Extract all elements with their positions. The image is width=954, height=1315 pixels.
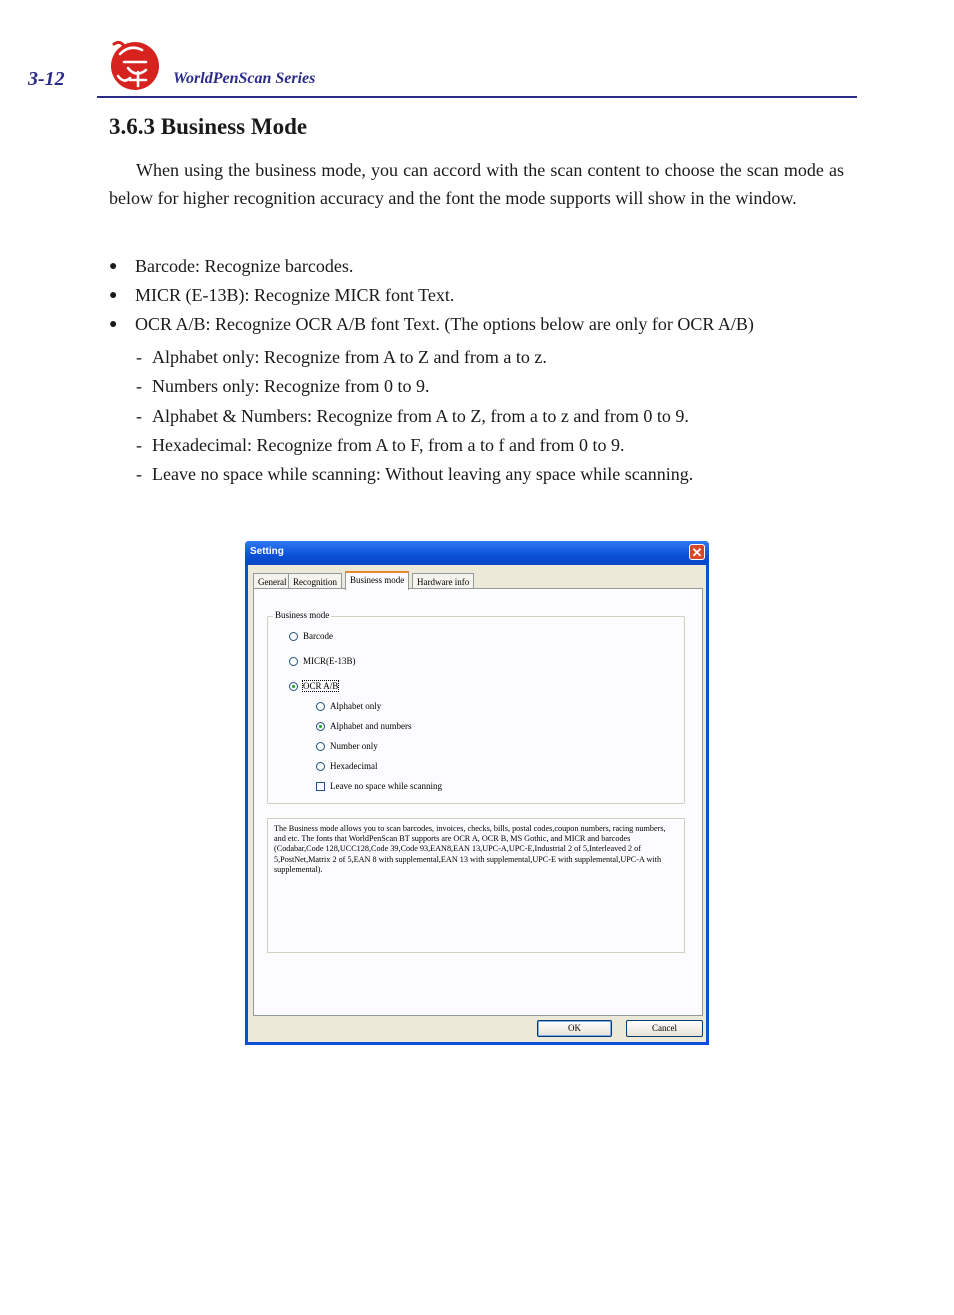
bullet-text: MICR (E-13B): Recognize MICR font Text. (135, 285, 455, 305)
radio-barcode[interactable] (289, 631, 333, 641)
group-label: Business mode (275, 610, 330, 620)
bullet-icon: ● (109, 259, 118, 274)
bullet-text: OCR A/B: Recognize OCR A/B font Text. (The options below are only for OCR A/B) (135, 314, 754, 334)
radio-selected-icon (289, 682, 298, 691)
radio-selected-icon (316, 722, 325, 731)
bullet-icon: ● (109, 288, 118, 303)
list-item: - Alphabet only: Recognize from A to Z and from a to z. (136, 347, 547, 367)
setting-dialog (245, 541, 709, 1045)
radio-icon (289, 632, 298, 641)
close-icon: ✕ (691, 545, 703, 560)
radio-label: OCR A/B (303, 681, 339, 691)
list-item (109, 252, 754, 281)
close-button[interactable] (689, 544, 705, 560)
option-text: Leave no space while scanning: Without leaving any space while scanning. (152, 464, 694, 485)
radio-label: Barcode (303, 631, 333, 641)
radio-ocr-ab[interactable] (289, 681, 338, 691)
bullet-icon: ● (109, 317, 118, 332)
logo-icon (108, 36, 162, 94)
radio-micr[interactable] (289, 656, 356, 666)
checkbox-leave-no-space[interactable] (316, 781, 442, 791)
option-text: Numbers only: Recognize from 0 to 9. (152, 376, 430, 397)
intro-paragraph: When using the business mode, you can accord with the scan content to choose the scan mode as below for higher recognition accuracy and the font the mode supports will show in the window. (109, 160, 844, 208)
list-item: - Leave no space while scanning: Without leaving any space while scanning. (136, 464, 694, 485)
checkbox-icon (316, 782, 325, 791)
checkbox-label: Leave no space while scanning (330, 781, 442, 791)
radio-icon (289, 657, 298, 666)
radio-icon (316, 742, 325, 751)
list-item: - Hexadecimal: Recognize from A to F, from a to f and from 0 to 9. (136, 434, 625, 455)
radio-label: Number only (330, 741, 378, 751)
option-text: Alphabet only: Recognize from A to Z and from a to z. (152, 347, 547, 367)
page-number: 3-12 (28, 68, 65, 90)
radio-icon (316, 762, 325, 771)
ok-button[interactable]: OK (537, 1020, 612, 1037)
option-text: Alphabet & Numbers: Recognize from A to Z, from a to z and from 0 to 9. (152, 405, 689, 426)
mode-description-box: The Business mode allows you to scan barcodes, invoices, checks, bills, postal codes,coupon numbers, racing numbers, and etc. The fonts that WorldPenScan BT supports are OCR A, OCR B, MS Gothic, and MICR and barcodes (Codabar,Code 128,UCC128,Code 39,Code 93,EAN8,EAN 13,UPC-A,UPC-E,Industrial 2 of 5,Interleaved 2 of 5,PostNet,Matrix 2 of 5,EAN 8 with supplemental,EAN 13 with supplemental,UPC-E with supplemental,UPC-A with supplemental). (267, 818, 685, 953)
radio-alphabet-only[interactable] (316, 701, 381, 711)
list-item: - Alphabet & Numbers: Recognize from A to Z, from a to z and from 0 to 9. (136, 405, 689, 426)
radio-number-only[interactable] (316, 741, 378, 751)
tab-hardware-info[interactable]: Hardware info (412, 573, 474, 589)
mode-bullet-list (109, 252, 754, 339)
radio-label: Alphabet only (330, 701, 382, 711)
list-item: - Numbers only: Recognize from 0 to 9. (136, 376, 430, 397)
radio-alphabet-and-numbers[interactable] (316, 721, 411, 731)
radio-label: MICR(E-13B) (303, 656, 356, 666)
business-mode-group (267, 610, 685, 804)
tab-recognition[interactable]: Recognition (288, 573, 342, 589)
dialog-title: Setting (250, 546, 284, 557)
section-title: 3.6.3 Business Mode (109, 114, 308, 139)
option-text: Hexadecimal: Recognize from A to F, from a to f and from 0 to 9. (152, 434, 625, 455)
header-rule (97, 96, 857, 98)
list-item (109, 281, 754, 310)
list-item (109, 310, 754, 339)
tab-general[interactable]: General (253, 573, 291, 589)
dialog-client-area (248, 565, 706, 1042)
radio-label: Alphabet and numbers (330, 721, 412, 731)
radio-label: Hexadecimal (330, 761, 378, 771)
radio-icon (316, 702, 325, 711)
tab-business-mode[interactable]: Business mode (345, 571, 409, 590)
series-title: WorldPenScan Series (173, 70, 316, 87)
dialog-titlebar[interactable] (245, 541, 709, 565)
radio-hexadecimal[interactable] (316, 761, 377, 771)
ocr-option-list (136, 343, 693, 489)
bullet-text: Barcode: Recognize barcodes. (135, 256, 354, 276)
tab-panel (253, 588, 703, 1016)
cancel-button[interactable]: Cancel (626, 1020, 703, 1037)
